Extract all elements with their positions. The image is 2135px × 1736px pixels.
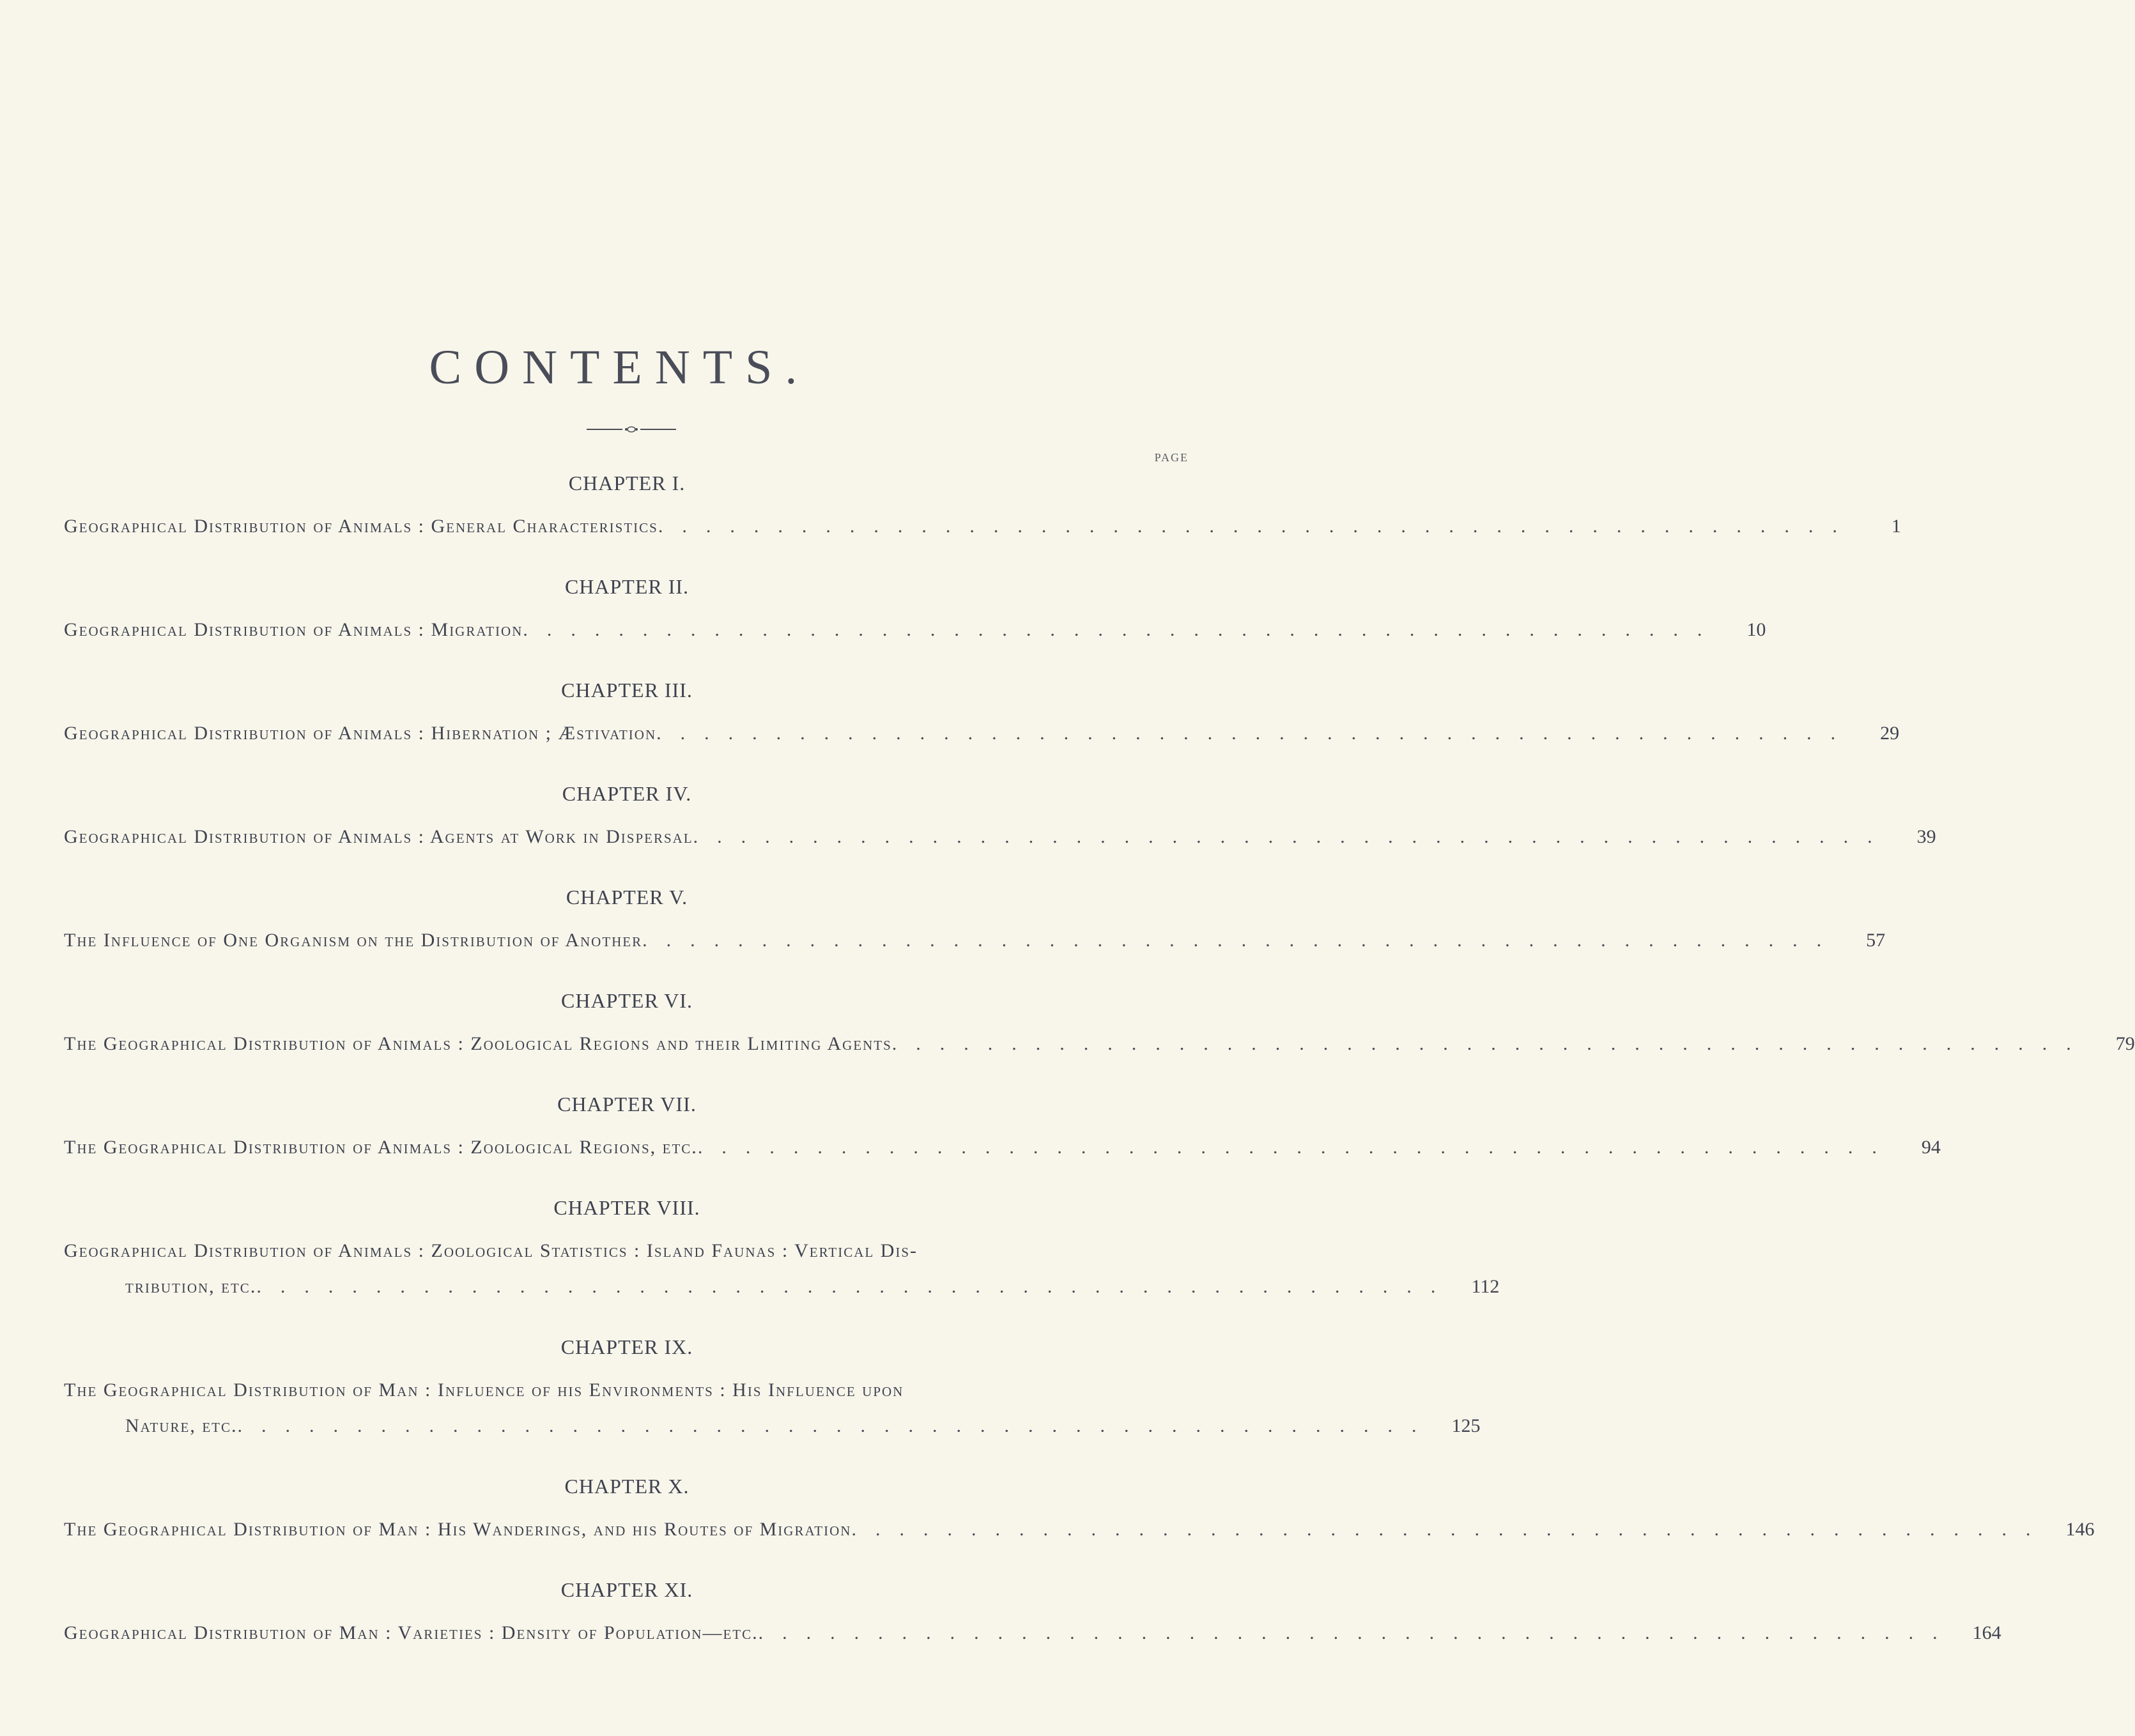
- chapter-entry: [64, 781, 1936, 855]
- chapter-heading: CHAPTER VII.: [557, 1093, 697, 1116]
- chapter-heading: CHAPTER XI.: [560, 1578, 693, 1601]
- chapter-title-line-1: Geographical Distribution of Animals : Zoological Statistics : Island Faunas : Vertical Dis-: [64, 1240, 918, 1261]
- chapter-title-row[interactable]: [64, 509, 1901, 544]
- chapter-title-row[interactable]: [64, 1130, 1941, 1165]
- chapter-heading: CHAPTER IX.: [560, 1335, 693, 1358]
- chapter-title: Geographical Distribution of Animals : Agents at Work in Dispersal: [64, 826, 693, 847]
- chapter-heading: CHAPTER VIII.: [553, 1196, 700, 1219]
- page-number: 39: [1916, 826, 1936, 847]
- dot-leader: ..................................................: [891, 1033, 2090, 1054]
- page-number: 125: [1451, 1415, 1481, 1436]
- chapter-title: Geographical Distribution of Animals : Migration: [64, 619, 523, 640]
- chapter-title: The Geographical Distribution of Animals : Zoological Regions and their Limiting Agents: [64, 1033, 892, 1054]
- chapter-entry: [64, 884, 1886, 958]
- dot-leader: ..................................................: [693, 826, 1892, 847]
- chapter-heading: CHAPTER X.: [564, 1475, 690, 1498]
- chapter-title: The Geographical Distribution of Animals : Zoological Regions, etc.: [64, 1137, 698, 1158]
- chapter-title-row[interactable]: [64, 819, 1936, 855]
- chapter-entry: [64, 1091, 1941, 1165]
- chapter-title-row[interactable]: [64, 716, 1900, 751]
- dot-leader: ..................................................: [697, 1137, 1896, 1158]
- chapter-entry: [64, 470, 1901, 544]
- chapter-title: The Geographical Distribution of Man : His Wanderings, and his Routes of Migration: [64, 1519, 852, 1540]
- dot-leader: ..................................................: [851, 1519, 2050, 1540]
- chapter-heading: CHAPTER IV.: [562, 782, 692, 805]
- chapter-entry: [64, 677, 1900, 751]
- chapter-title-line-1: The Geographical Distribution of Man : Influence of his Environments : His Influence upon: [64, 1379, 904, 1401]
- page-number: 10: [1746, 619, 1766, 640]
- page-number: 112: [1471, 1276, 1500, 1297]
- dot-leader: ..................................................: [642, 930, 1841, 951]
- chapter-entry: [64, 574, 1766, 648]
- chapter-entry: [64, 1195, 1500, 1305]
- page-number: 94: [1921, 1137, 1941, 1158]
- chapter-title-row[interactable]: [64, 1512, 2095, 1548]
- chapter-title-line-2: tribution, etc.: [125, 1276, 257, 1297]
- chapter-title: The Influence of One Organism on the Distribution of Another: [64, 930, 643, 951]
- chapter-title-row[interactable]: [64, 1026, 2135, 1062]
- chapter-entry: [64, 1334, 1481, 1444]
- chapter-entry: [64, 1577, 2001, 1651]
- chapter-title-line-2-row: [64, 1269, 1500, 1305]
- dot-leader: ..................................................: [237, 1415, 1436, 1436]
- dot-leader: ..................................................: [658, 516, 1856, 537]
- chapter-heading: CHAPTER VI.: [561, 989, 693, 1012]
- page-number: 29: [1880, 723, 1900, 744]
- chapter-title-row[interactable]: [64, 1233, 1500, 1305]
- chapter-title: Geographical Distribution of Man : Varieties : Density of Population—etc.: [64, 1622, 759, 1643]
- chapter-title-row[interactable]: [64, 1372, 1481, 1444]
- chapter-heading: CHAPTER I.: [568, 472, 686, 495]
- page-title: CONTENTS.: [429, 341, 810, 394]
- page-number: 57: [1866, 930, 1886, 951]
- chapter-title-row[interactable]: [64, 923, 1886, 958]
- ornament-divider-icon: [587, 424, 676, 434]
- page-number: 146: [2065, 1519, 2095, 1540]
- chapter-title: Geographical Distribution of Animals : General Characteristics: [64, 516, 658, 537]
- page-number: 1: [1891, 516, 1901, 537]
- chapter-title-row[interactable]: [64, 612, 1766, 648]
- chapter-title-line-2-row: [64, 1408, 1481, 1444]
- chapter-title: Geographical Distribution of Animals : Hibernation ; Æstivation: [64, 723, 657, 744]
- chapter-title-line-2: Nature, etc.: [125, 1415, 238, 1436]
- chapter-heading: CHAPTER II.: [564, 575, 690, 598]
- page-number: 164: [1972, 1622, 2001, 1643]
- dot-leader: ..................................................: [523, 619, 1722, 640]
- page-column-label: PAGE: [1154, 451, 1189, 464]
- page-number: 79: [2115, 1033, 2135, 1054]
- chapter-heading: CHAPTER V.: [566, 886, 688, 909]
- chapter-title-row[interactable]: [64, 1615, 2001, 1651]
- chapter-entry: [64, 1473, 2095, 1548]
- chapter-heading: CHAPTER III.: [561, 679, 693, 702]
- dot-leader: ..................................................: [758, 1622, 1957, 1643]
- dot-leader: ..................................................: [656, 723, 1855, 744]
- dot-leader: ..................................................: [256, 1276, 1455, 1297]
- chapter-entry: [64, 988, 2135, 1062]
